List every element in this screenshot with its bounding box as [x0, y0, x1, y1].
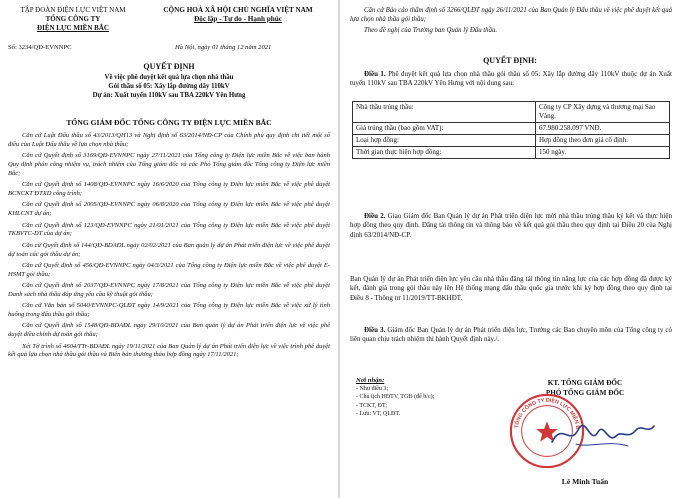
legal-basis: Căn cứ Văn bản số 5040/EVNNPC-QLĐT ngày 14/9/2021 của Tổng công ty Điện lực miền Bắc về việc xử lý tình huống trong đấu thầu gói thầu;: [8, 302, 330, 319]
legal-basis: Căn cứ Quyết định số 456/QĐ-EVNNPC ngày 04/3/2021 của Tổng công ty Điện lực miền Bắc về việc phê duyệt E-HSMT gói thầu;: [8, 261, 330, 278]
legal-basis: Căn cứ Quyết định số 2005/QĐ-EVNNPC ngày 06/8/2020 của Tổng công ty Điện lực miền Bắc về việc phê duyệt KHLCNT dự án;: [8, 201, 330, 218]
right-page: [340, 0, 680, 498]
legal-basis: Căn cứ Quyết định số 123/QĐ-EVNNPC ngày 21/01/2021 của Tổng công ty Điện lực miền Bắc về việc phê duyệt TKBVTC-DT của dự án;: [8, 221, 330, 238]
signer-title-2: PHÓ TỔNG GIÁM ĐỐC: [545, 389, 625, 397]
legal-basis: Căn cứ Quyết định số 144/QĐ-BDAĐL ngày 02/02/2021 của Ban quản lý dự án Phát triển điện lực về việc phê duyệt dự toán các gói thầu dự án;: [8, 241, 330, 258]
article-1-text: Phê duyệt kết quả lựa chọn nhà thầu gói thầu số 05: Xây lắp đường dây 110kV thuộc dự án Xuất tuyến 110kV sau TBA 220kV Yên Hưng với nội dung sau:: [350, 70, 672, 88]
authority-heading: TỔNG GIÁM ĐỐC TỔNG CÔNG TY ĐIỆN LỰC MIỀN BẮC: [66, 118, 272, 127]
table-row: [353, 123, 670, 135]
article-2-continued: [350, 268, 672, 310]
article-2: [350, 212, 672, 240]
table-row: [353, 147, 670, 159]
country-name: CỘNG HOÀ XÃ HỘI CHỦ NGHĨA VIỆT NAM: [163, 6, 313, 14]
award-result-table: [352, 101, 670, 159]
article-3-label: Điều 3.: [364, 326, 386, 334]
signer-title-1: KT. TỔNG GIÁM ĐỐC: [547, 379, 623, 387]
additional-bases: [350, 6, 672, 38]
recipient-item: - TCKT, ĐT;: [356, 402, 387, 409]
legal-basis: Căn cứ Quyết định số 1548/QĐ-BDAĐL ngày 29/10/2021 của Ban quản lý dự án Phát triển điện lực về việc phê duyệt điều chỉnh dự toán gói thầu;: [8, 322, 330, 339]
row-key: Loại hợp đồng:: [353, 135, 536, 147]
article-3-text: Giám đốc Ban Quản lý dự án Phát triển điện lực, Trưởng các Ban chuyên môn của Tổng công ty có liên quan chịu trách nhiệm thi hành Quyết định này./.: [350, 326, 672, 344]
signer-name: Lê Minh Tuấn: [561, 477, 609, 486]
motto: Độc lập - Tự do - Hạnh phúc: [194, 15, 282, 23]
national-header: [140, 6, 336, 24]
legal-basis: Căn cứ Quyết định số 2037/QĐ-EVNNPC ngày 17/8/2021 của Tổng công ty Điện lực miền Bắc về việc phê duyệt Danh sách nhà thầu đáp ứng yêu cầu kỹ thuật gói thầu;: [8, 282, 330, 298]
decision-subject: [0, 73, 338, 100]
article-1: [350, 70, 672, 89]
svg-text:TỔNG CÔNG TY ĐIỆN LỰC MIỀN BẮC: TỔNG CÔNG TY ĐIỆN LỰC MIỀN B: [513, 397, 581, 430]
row-value: Công ty CP Xây dựng và thương mại Sao Vàng.: [536, 102, 670, 123]
row-key: Giá trúng thầu (bao gồm VAT):: [353, 123, 536, 135]
table-row: [353, 135, 670, 147]
legal-basis: Xét Tờ trình số 4604/TTr-BDAĐL ngày 19/11/2021 của Ban Quản lý dự án Phát triển điện lực về việc trình phê duyệt kết quả lựa chọn nhà thầu gói thầu và Biên bản thương thảo hợp đồng ngày 17/11/2021;: [8, 342, 330, 359]
org-parent: TẬP ĐOÀN ĐIỆN LỰC VIỆT NAM: [20, 6, 126, 14]
row-value: 67.980.258.097 VNĐ.: [536, 123, 670, 135]
legal-basis: Căn cứ Quyết định số 3169/QĐ-EVNNPC ngày 27/11/2021 của Tổng công ty Điện lực miền Bắc về việc ban hành Quy định phân công nhiệm vụ, trách nhiệm của Tổng giám đốc và các Phó Tổng giám đốc Tổng công ty Điện lực miền Bắc;: [8, 152, 330, 177]
legal-basis: Căn cứ Luật Đấu thầu số 43/2013/QH13 và Nghị định số 63/2014/NĐ-CP của Chính phủ quy định chi tiết một số điều của Luật Đấu thầu về lựa chọn nhà thầu;: [8, 132, 330, 148]
article-2-label: Điều 2.: [364, 212, 386, 220]
article-1-label: Điều 1.: [364, 70, 386, 78]
subject-line3: Dự án: Xuất tuyến 110kV sau TBA 220kV Yên Hưng: [92, 92, 246, 99]
article-2-text: Giao Giám đốc Ban Quản lý dự án Phát triển điện lực mời nhà thầu trúng thầu ký kết và thực hiện hợp đồng theo quy định. Đăng tải thông tin và thông báo về kết quả gói thầu theo quy định tại Điều 20 của Nghị định 63/2014/NĐ-CP.: [350, 212, 672, 239]
left-page: [0, 0, 338, 498]
decision-heading: QUYẾT ĐỊNH: [143, 62, 195, 71]
row-value: 150 ngày.: [536, 147, 670, 159]
legal-basis: Căn cứ Báo cáo thẩm định số 3266/QLĐT ngày 26/11/2021 của Ban Quản lý Đấu thầu về việc phê duyệt kết quả lựa chọn nhà thầu gói thầu;: [350, 7, 672, 24]
issuing-organization: [6, 6, 140, 33]
legal-basis: Theo đề nghị của Trưởng ban Quản lý Đấu thầu.: [364, 27, 498, 35]
subject-line1: Về việc phê duyệt kết quả lựa chọn nhà thầu: [104, 74, 234, 81]
table-row: [353, 102, 670, 123]
recipients: [356, 377, 434, 418]
legal-bases: [8, 132, 330, 363]
org-name-line2: ĐIỆN LỰC MIỀN BẮC: [37, 24, 109, 32]
handwritten-signature: [548, 416, 658, 452]
article-2-text-2: Ban Quản lý dự án Phát triển điện lực yêu cầu nhà thầu đăng tải thông tin năng lực của các hợp đồng đã được ký kết, đánh giá trong gói thầu này lên Hệ thống mạng đấu thầu quốc gia trước khi ký hợp đồng theo quy định tại Điều 8 - Thông tư 11/2019/TT-BKHĐT.: [350, 275, 672, 302]
document-number: Số: 3234/QĐ-EVNNPC: [8, 44, 72, 51]
legal-basis: Căn cứ Quyết định số 1408/QĐ-EVNNPC ngày 16/6/2020 của Tổng công ty Điện lực miền Bắc về việc phê duyệt BCNCKT ĐTXD công trình;: [8, 181, 330, 197]
decides-heading: QUYẾT ĐỊNH:: [483, 56, 537, 65]
article-3: [350, 326, 672, 345]
recipient-item: - Như điều 3;: [356, 386, 389, 393]
row-value: Hợp đồng theo đơn giá cố định.: [536, 135, 670, 147]
recipients-heading: Nơi nhận:: [356, 377, 385, 384]
subject-line2: Gói thầu số 05: Xây lắp đường dây 110kV: [108, 83, 230, 90]
recipient-item: - Chủ tịch HĐTV, TGĐ (để b/c);: [356, 394, 435, 401]
place-date: Hà Nội, ngày 01 tháng 12 năm 2021: [175, 44, 272, 51]
row-key: Thời gian thực hiện hợp đồng:: [353, 147, 536, 159]
org-name-line1: TỔNG CÔNG TY: [45, 15, 101, 23]
recipient-item: - Lưu: VT, QLĐT.: [356, 410, 401, 417]
row-key: Nhà thầu trúng thầu:: [353, 102, 536, 123]
